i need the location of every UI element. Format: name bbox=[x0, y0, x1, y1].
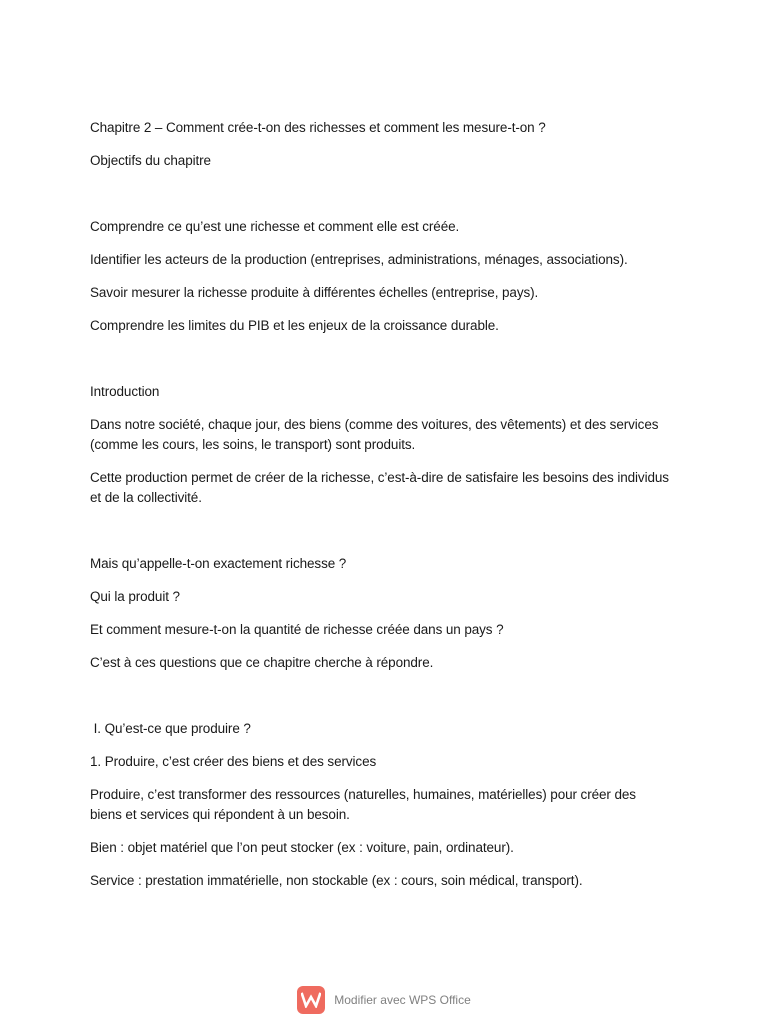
introduction-paragraph: Dans notre société, chaque jour, des biens (comme des voitures, des vêtements) et des services (comme les cours, les soins, le transport) sont produits. bbox=[90, 417, 659, 452]
spacer bbox=[90, 686, 670, 719]
objectives-heading: Objectifs du chapitre bbox=[90, 153, 211, 168]
introduction-heading: Introduction bbox=[90, 384, 160, 399]
objective-item: Comprendre les limites du PIB et les enjeux de la croissance durable. bbox=[90, 318, 499, 333]
question-item: C’est à ces questions que ce chapitre cherche à répondre. bbox=[90, 655, 434, 670]
spacer bbox=[90, 521, 670, 554]
subsection-heading: 1. Produire, c’est créer des biens et des services bbox=[90, 754, 377, 769]
objective-item: Comprendre ce qu’est une richesse et comment elle est créée. bbox=[90, 219, 460, 234]
wps-office-icon[interactable] bbox=[297, 986, 325, 1014]
objective-item: Identifier les acteurs de la production (entreprises, administrations, ménages, associations). bbox=[90, 252, 628, 267]
document-body bbox=[90, 118, 670, 904]
question-item: Qui la produit ? bbox=[90, 589, 180, 604]
chapter-title: Chapitre 2 – Comment crée-t-on des richesses et comment les mesure-t-on ? bbox=[90, 120, 546, 135]
wps-edit-link[interactable]: Modifier avec WPS Office bbox=[334, 993, 471, 1007]
spacer bbox=[90, 349, 670, 382]
section-paragraph: Produire, c’est transformer des ressources (naturelles, humaines, matérielles) pour créer des biens et services qui répondent à un besoin. bbox=[90, 787, 636, 822]
introduction-paragraph: Cette production permet de créer de la richesse, c’est-à-dire de satisfaire les besoins des individus et de la collectivité. bbox=[90, 470, 669, 505]
spacer bbox=[90, 184, 670, 217]
section-heading: I. Qu’est-ce que produire ? bbox=[90, 721, 251, 736]
objective-item: Savoir mesurer la richesse produite à différentes échelles (entreprise, pays). bbox=[90, 285, 539, 300]
question-item: Et comment mesure-t-on la quantité de richesse créée dans un pays ? bbox=[90, 622, 504, 637]
definition-bien: Bien : objet matériel que l’on peut stocker (ex : voiture, pain, ordinateur). bbox=[90, 840, 514, 855]
question-item: Mais qu’appelle-t-on exactement richesse ? bbox=[90, 556, 347, 571]
wps-w-glyph bbox=[301, 992, 321, 1008]
wps-edit-banner[interactable] bbox=[0, 984, 768, 1016]
definition-service: Service : prestation immatérielle, non stockable (ex : cours, soin médical, transport). bbox=[90, 873, 583, 888]
